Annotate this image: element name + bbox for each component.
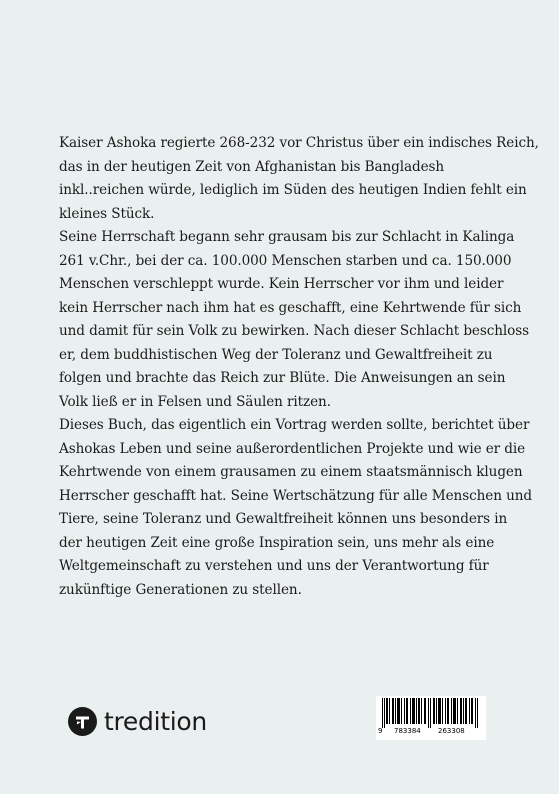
blurb-line: und damit für sein Volk zu bewirken. Nach dieser Schlacht beschloss <box>59 323 529 339</box>
blurb-line: kein Herrscher nach ihm hat es geschafft, eine Kehrtwende für sich <box>59 299 522 316</box>
blurb-line: inkl..reichen würde, lediglich im Süden des heutigen Indien fehlt ein <box>59 182 527 198</box>
blurb-line: Kaiser Ashoka regierte 268-232 vor Christus über ein indisches Reich, <box>59 135 539 151</box>
barcode-bars <box>380 698 482 728</box>
blurb-line: folgen und brachte das Reich zur Blüte. Die Anweisungen an sein <box>59 370 506 386</box>
publisher-name: tredition <box>104 707 207 736</box>
blurb-line: er, dem buddhistischen Weg der Toleranz und Gewaltfreiheit zu <box>59 346 493 363</box>
back-cover-blurb <box>59 132 539 602</box>
blurb-line: Dieses Buch, das eigentlich ein Vortrag werden sollte, berichtet über <box>59 417 530 433</box>
blurb-line: kleines Stück. <box>59 205 155 222</box>
barcode-digits-group-1: 783384 <box>394 727 421 735</box>
blurb-line: Tiere, seine Toleranz und Gewaltfreiheit können uns besonders in <box>59 511 508 527</box>
blurb-line: der heutigen Zeit eine große Inspiration sein, uns mehr als eine <box>59 534 495 551</box>
isbn-barcode <box>376 696 486 740</box>
barcode-digits-group-2: 263308 <box>438 727 465 735</box>
blurb-line: das in der heutigen Zeit von Afghanistan bis Bangladesh <box>59 158 445 175</box>
blurb-line: Weltgemeinschaft zu verstehen und uns der Verantwortung für <box>59 558 489 574</box>
barcode-first-digit: 9 <box>378 727 383 735</box>
blurb-line: Kehrtwende von einem grausamen zu einem staatsmännisch klugen <box>59 464 523 480</box>
blurb-line: 261 v.Chr., bei der ca. 100.000 Menschen starben und ca. 150.000 <box>59 252 512 269</box>
blurb-line: Menschen verschleppt wurde. Kein Herrscher vor ihm und leider <box>59 276 504 292</box>
blurb-line: Seine Herrschaft begann sehr grausam bis zur Schlacht in Kalinga <box>59 229 515 245</box>
blurb-line: Herrscher geschafft hat. Seine Wertschätzung für alle Menschen und <box>59 487 532 504</box>
blurb-line: Volk ließ er in Felsen und Säulen ritzen. <box>59 393 331 410</box>
blurb-line: zukünftige Generationen zu stellen. <box>59 581 302 598</box>
publisher-logo <box>68 707 207 736</box>
blurb-line: Ashokas Leben und seine außerordentlichen Projekte und wie er die <box>59 440 526 457</box>
tredition-logo-icon <box>68 707 97 736</box>
